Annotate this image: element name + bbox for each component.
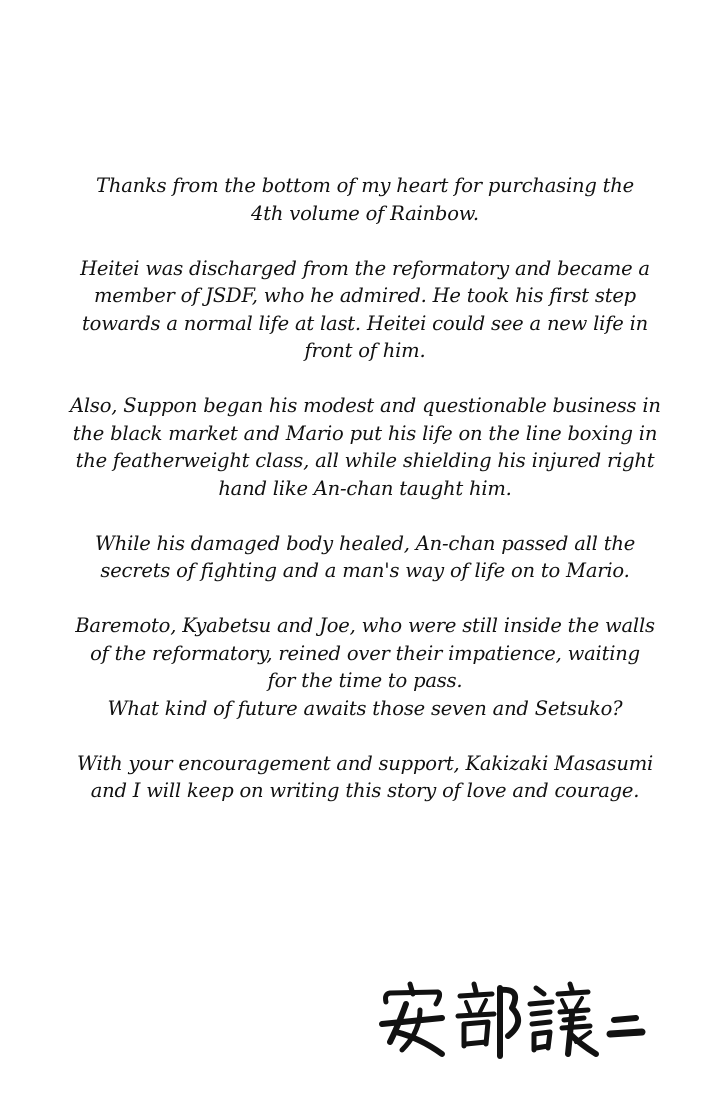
text-line: With your encouragement and support, Kakizaki Masasumi bbox=[76, 751, 654, 775]
text-line: Thanks from the bottom of my heart for purchasing the bbox=[96, 174, 634, 197]
text-line: What kind of future awaits those seven and Setsuko? bbox=[107, 696, 623, 720]
text-line: of the reformatory, reined over their impatience, waiting bbox=[90, 641, 640, 665]
paragraph-closing bbox=[70, 750, 660, 805]
afterword-text bbox=[70, 172, 660, 832]
paragraph-reformatory bbox=[70, 612, 660, 722]
text-line: Heitei was discharged from the reformatory and became a bbox=[80, 256, 650, 280]
paragraph-an-chan bbox=[70, 530, 660, 585]
paragraph-heitei bbox=[70, 255, 660, 365]
text-line: hand like An-chan taught him. bbox=[218, 476, 512, 500]
text-line: towards a normal life at last. Heitei could see a new life in bbox=[82, 311, 648, 335]
author-signature bbox=[376, 980, 646, 1060]
text-line: and I will keep on writing this story of love and courage. bbox=[90, 779, 640, 802]
text-line: the black market and Mario put his life on the line boxing in bbox=[72, 421, 658, 445]
text-line: Also, Suppon began his modest and questionable business in bbox=[70, 394, 661, 417]
text-line: member of JSDF, who he admired. He took his first step bbox=[94, 284, 636, 307]
text-line: 4th volume of Rainbow. bbox=[251, 201, 479, 225]
paragraph-suppon-mario bbox=[70, 392, 660, 502]
text-line: for the time to pass. bbox=[267, 669, 463, 692]
text-line: secrets of fighting and a man's way of life on to Mario. bbox=[100, 559, 630, 582]
text-line: Baremoto, Kyabetsu and Joe, who were still inside the walls bbox=[75, 614, 655, 637]
text-line: the featherweight class, all while shielding his injured right bbox=[75, 449, 655, 472]
paragraph-thanks bbox=[70, 172, 660, 227]
text-line: While his damaged body healed, An-chan passed all the bbox=[94, 531, 636, 555]
text-line: front of him. bbox=[304, 339, 426, 362]
